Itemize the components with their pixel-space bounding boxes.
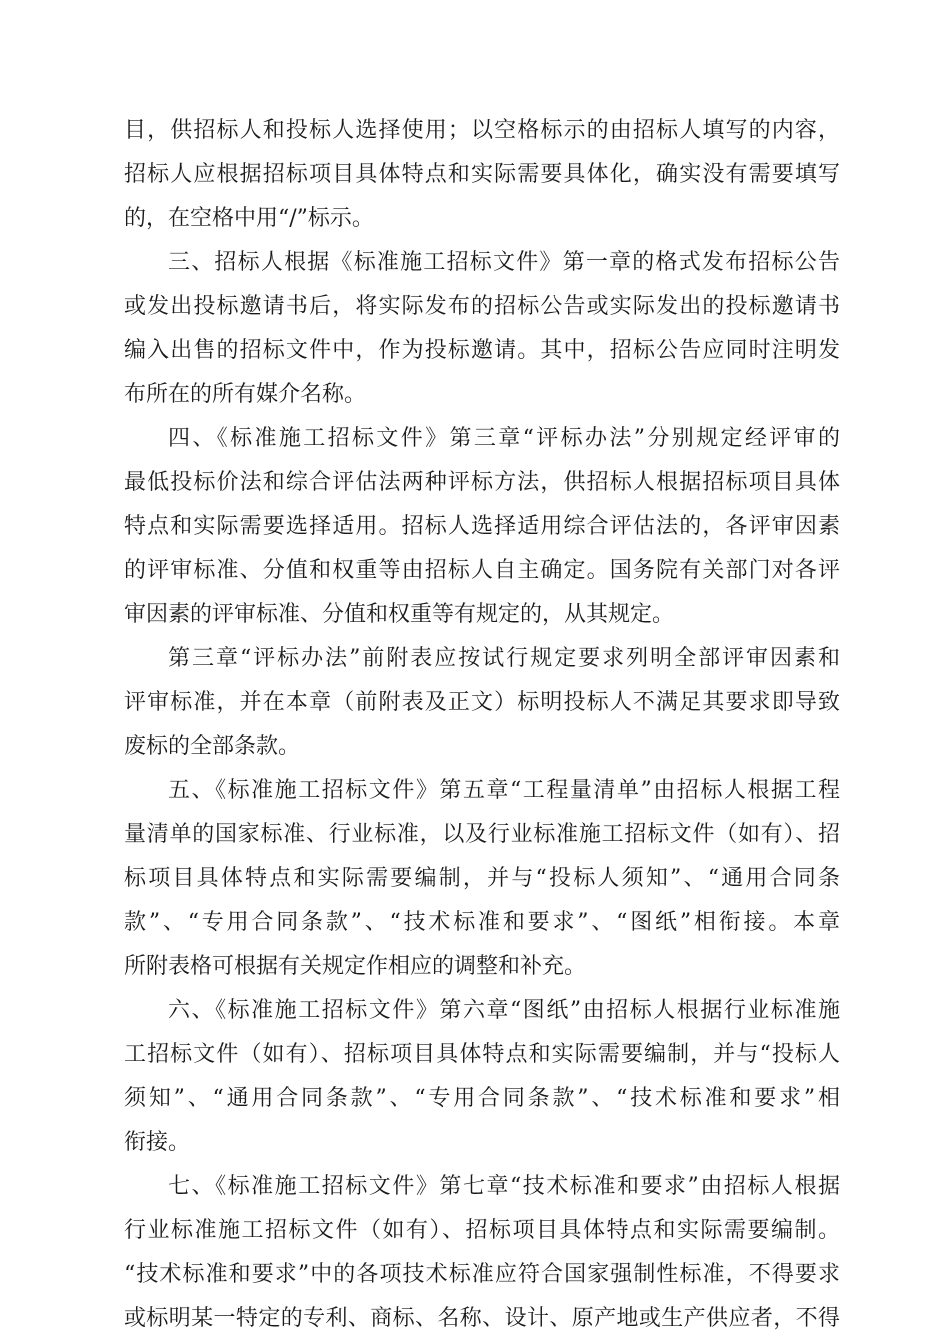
text-line: 六、《标准施工招标文件》第六章“图纸”由招标人根据行业标准施	[168, 998, 840, 1023]
text-line: 特点和实际需要选择适用。招标人选择适用综合评估法的，各评审因素	[124, 514, 840, 539]
text-line: “技术标准和要求”中的各项技术标准应符合国家强制性标准，不得要求	[124, 1262, 840, 1287]
text-line: 款”、“专用合同条款”、“技术标准和要求”、“图纸”相衔接。本章	[124, 910, 840, 935]
text-line: 的评审标准、分值和权重等由招标人自主确定。国务院有关部门对各评	[124, 558, 840, 583]
text-line: 的，在空格中用“/”标示。	[124, 206, 374, 231]
text-line: 废标的全部条款。	[124, 734, 301, 759]
text-line: 行业标准施工招标文件（如有）、招标项目具体特点和实际需要编制。	[124, 1218, 840, 1243]
text-line: 标项目具体特点和实际需要编制，并与“投标人须知”、“通用合同条	[124, 866, 840, 891]
text-line: 衔接。	[124, 1130, 191, 1155]
text-line: 须知”、“通用合同条款”、“专用合同条款”、“技术标准和要求”相	[124, 1086, 840, 1111]
text-line: 审因素的评审标准、分值和权重等有规定的，从其规定。	[124, 602, 675, 627]
text-line: 评审标准，并在本章（前附表及正文）标明投标人不满足其要求即导致	[124, 690, 840, 715]
text-line: 所附表格可根据有关规定作相应的调整和补充。	[124, 954, 587, 979]
text-line: 第三章“评标办法”前附表应按试行规定要求列明全部评审因素和	[168, 646, 840, 671]
text-line: 布所在的所有媒介名称。	[124, 382, 367, 407]
text-line: 量清单的国家标准、行业标准，以及行业标准施工招标文件（如有）、招	[124, 822, 840, 847]
text-line: 招标人应根据招标项目具体特点和实际需要具体化，确实没有需要填写	[124, 162, 840, 187]
text-line: 或发出投标邀请书后，将实际发布的招标公告或实际发出的投标邀请书	[124, 294, 840, 319]
text-line: 工招标文件（如有）、招标项目具体特点和实际需要编制，并与“投标人	[124, 1042, 840, 1067]
text-line: 或标明某一特定的专利、商标、名称、设计、原产地或生产供应者，不得	[124, 1306, 840, 1331]
text-line: 三、招标人根据《标准施工招标文件》第一章的格式发布招标公告	[168, 250, 840, 275]
text-line: 最低投标价法和综合评估法两种评标方法，供招标人根据招标项目具体	[124, 470, 840, 495]
text-line: 目，供招标人和投标人选择使用；以空格标示的由招标人填写的内容，	[124, 118, 840, 143]
text-line: 四、《标准施工招标文件》第三章“评标办法”分别规定经评审的	[168, 426, 840, 451]
text-line: 七、《标准施工招标文件》第七章“技术标准和要求”由招标人根据	[168, 1174, 840, 1199]
text-line: 五、《标准施工招标文件》第五章“工程量清单”由招标人根据工程	[168, 778, 840, 803]
text-line: 编入出售的招标文件中，作为投标邀请。其中，招标公告应同时注明发	[124, 338, 840, 363]
